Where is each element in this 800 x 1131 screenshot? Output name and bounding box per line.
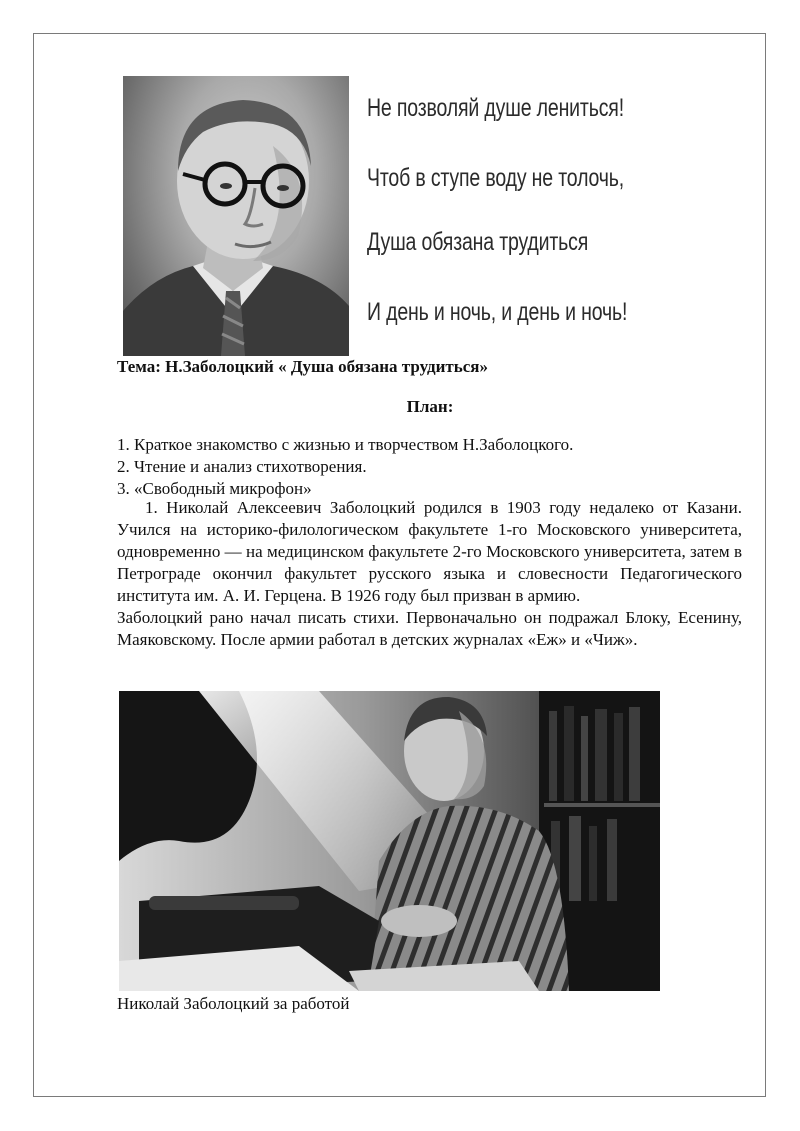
plan-item: 1. Краткое знакомство с жизнью и творчеством Н.Заболоцкого.: [117, 435, 574, 454]
quote-line: Чтоб в ступе воду не толочь,: [367, 164, 625, 192]
photo-drawing: [119, 691, 660, 991]
quote-line: Не позволяй душе лениться!: [367, 94, 624, 122]
author-portrait: [123, 76, 349, 356]
plan-item: 2. Чтение и анализ стихотворения.: [117, 457, 367, 476]
quote-line: Душа обязана трудиться: [367, 228, 589, 256]
quote-line: И день и ночь, и день и ночь!: [367, 298, 628, 326]
biography-paragraph: Заболоцкий рано начал писать стихи. Первоначально он подражал Блоку, Есенину, Маяковскому. После армии работал в детских журналах «Еж» и «Чиж».: [117, 608, 742, 649]
biography-text: [117, 497, 742, 651]
header-illustration: [123, 76, 663, 356]
biography-paragraph: 1. Николай Алексеевич Заболоцкий родился в 1903 году недалеко от Казани. Учился на историко-филологическом факультете 1-го Московского университета, одновременно — на медицинском факультете 2-го Московского университета, затем в Петрограде окончил факультет русского языка и словесности Педагогического института им. А. И. Герцена. В 1926 году был призван в армию.: [117, 498, 742, 605]
portrait-drawing: [123, 76, 349, 356]
plan-item: 3. «Свободный микрофон»: [117, 479, 312, 498]
author-at-work-photo: [119, 691, 660, 991]
plan-title: План:: [406, 397, 454, 416]
plan-list: [117, 434, 573, 500]
lesson-topic: Тема: Н.Заболоцкий « Душа обязана трудиться»: [117, 357, 488, 376]
photo-caption: Николай Заболоцкий за работой: [117, 994, 350, 1013]
